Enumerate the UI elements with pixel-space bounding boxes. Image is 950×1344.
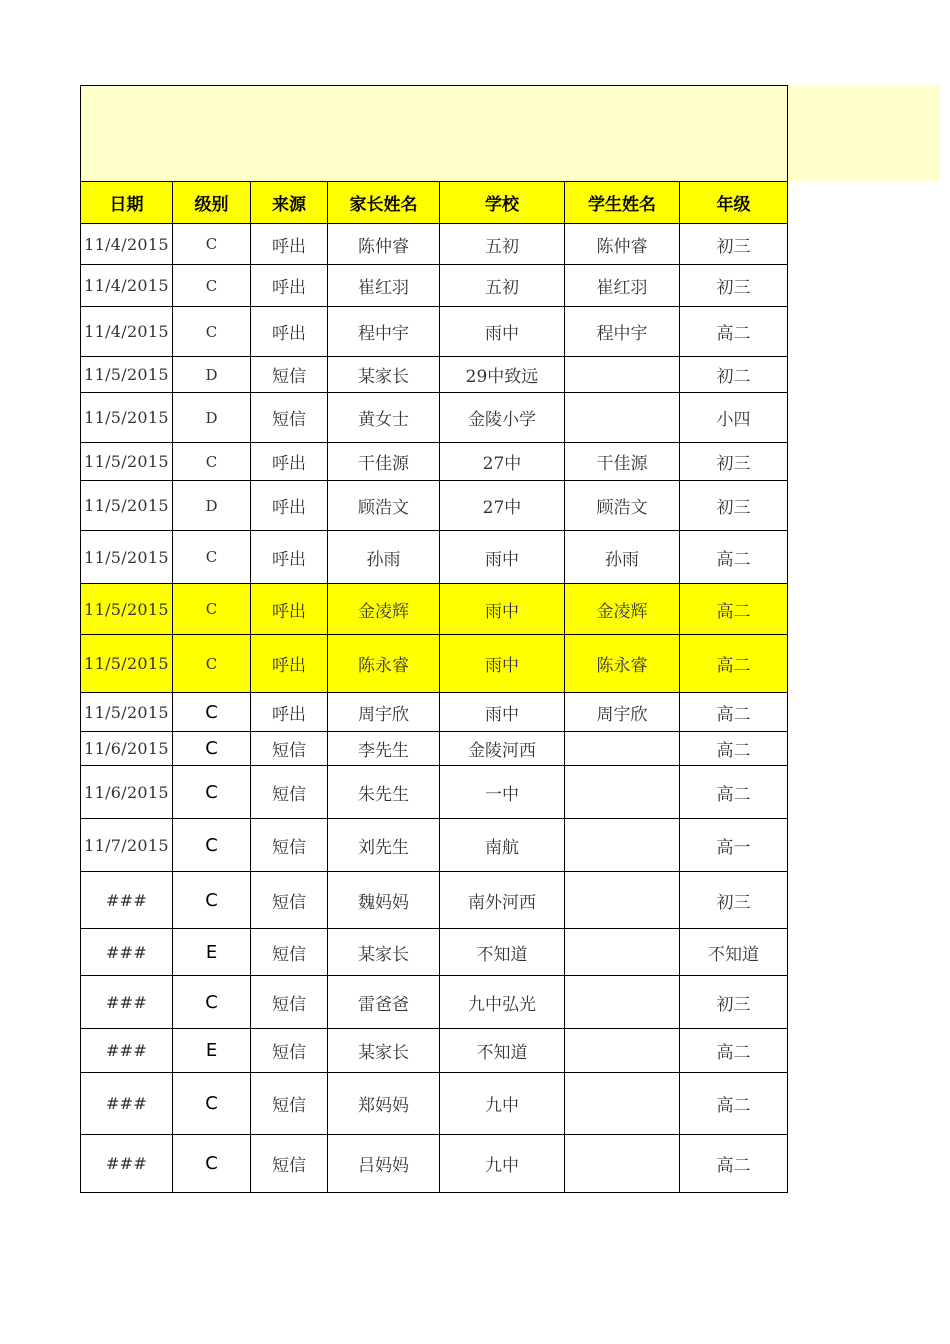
level-cell[interactable]: C — [173, 693, 251, 732]
level-cell[interactable]: C — [173, 443, 251, 481]
table-row — [81, 224, 788, 265]
parent-name-cell[interactable]: 崔红羽 — [328, 265, 440, 307]
school-cell[interactable]: 南航 — [440, 819, 565, 872]
source-cell[interactable]: 短信 — [251, 393, 328, 443]
table-row — [81, 1073, 788, 1135]
source-cell[interactable]: 呼出 — [251, 584, 328, 635]
level-cell[interactable]: C — [173, 584, 251, 635]
student-name-cell[interactable] — [565, 393, 680, 443]
student-name-cell[interactable] — [565, 357, 680, 393]
level-cell[interactable]: C — [173, 1073, 251, 1135]
parent-name-cell[interactable]: 孙雨 — [328, 531, 440, 584]
student-name-cell[interactable]: 顾浩文 — [565, 481, 680, 531]
date-cell[interactable]: 11/5/2015 — [81, 693, 173, 732]
grade-cell[interactable]: 初三 — [680, 481, 788, 531]
source-cell[interactable]: 呼出 — [251, 443, 328, 481]
table-row — [81, 584, 788, 635]
table-row — [81, 393, 788, 443]
parent-name-cell[interactable]: 陈永睿 — [328, 635, 440, 693]
parent-name-cell[interactable]: 某家长 — [328, 1029, 440, 1073]
level-cell[interactable]: E — [173, 929, 251, 976]
table-row — [81, 819, 788, 872]
school-cell[interactable]: 南外河西 — [440, 872, 565, 929]
level-cell[interactable]: C — [173, 976, 251, 1029]
date-cell[interactable]: 11/5/2015 — [81, 481, 173, 531]
table-row — [81, 481, 788, 531]
level-cell[interactable]: C — [173, 307, 251, 357]
level-cell[interactable]: C — [173, 265, 251, 307]
parent-name-cell[interactable]: 干佳源 — [328, 443, 440, 481]
source-cell[interactable]: 呼出 — [251, 265, 328, 307]
source-cell[interactable]: 呼出 — [251, 224, 328, 265]
date-cell[interactable]: ### — [81, 872, 173, 929]
leads-table — [80, 85, 788, 1193]
level-cell[interactable]: D — [173, 481, 251, 531]
school-cell[interactable]: 金陵小学 — [440, 393, 565, 443]
student-name-cell[interactable]: 崔红羽 — [565, 265, 680, 307]
level-cell[interactable]: C — [173, 635, 251, 693]
header-grade[interactable]: 年级 — [680, 182, 788, 224]
date-cell[interactable]: ### — [81, 1135, 173, 1193]
student-name-cell[interactable]: 周宇欣 — [565, 693, 680, 732]
header-row — [81, 182, 788, 224]
table-row — [81, 635, 788, 693]
student-name-cell[interactable]: 陈仲睿 — [565, 224, 680, 265]
level-cell[interactable]: D — [173, 357, 251, 393]
parent-name-cell[interactable]: 顾浩文 — [328, 481, 440, 531]
student-name-cell[interactable] — [565, 1073, 680, 1135]
grade-cell[interactable]: 高二 — [680, 1029, 788, 1073]
table-row — [81, 732, 788, 766]
level-cell[interactable]: C — [173, 1135, 251, 1193]
school-cell[interactable]: 一中 — [440, 766, 565, 819]
date-cell[interactable]: 11/4/2015 — [81, 307, 173, 357]
school-cell[interactable]: 雨中 — [440, 693, 565, 732]
level-cell[interactable]: C — [173, 766, 251, 819]
student-name-cell[interactable] — [565, 1135, 680, 1193]
grade-cell[interactable]: 高二 — [680, 1135, 788, 1193]
grade-cell[interactable]: 高一 — [680, 819, 788, 872]
date-cell[interactable]: 11/4/2015 — [81, 265, 173, 307]
school-cell[interactable]: 不知道 — [440, 1029, 565, 1073]
parent-name-cell[interactable]: 程中宇 — [328, 307, 440, 357]
source-cell[interactable]: 短信 — [251, 732, 328, 766]
header-source[interactable]: 来源 — [251, 182, 328, 224]
source-cell[interactable]: 短信 — [251, 766, 328, 819]
school-cell[interactable]: 27中 — [440, 443, 565, 481]
school-cell[interactable]: 29中致远 — [440, 357, 565, 393]
school-cell[interactable]: 雨中 — [440, 584, 565, 635]
parent-name-cell[interactable]: 吕妈妈 — [328, 1135, 440, 1193]
table-row — [81, 766, 788, 819]
level-cell[interactable]: C — [173, 819, 251, 872]
source-cell[interactable]: 呼出 — [251, 481, 328, 531]
school-cell[interactable]: 金陵河西 — [440, 732, 565, 766]
date-cell[interactable]: ### — [81, 1073, 173, 1135]
grade-cell[interactable]: 高二 — [680, 766, 788, 819]
date-cell[interactable]: 11/5/2015 — [81, 357, 173, 393]
title-row — [81, 86, 788, 182]
grade-cell[interactable]: 高二 — [680, 732, 788, 766]
school-cell[interactable]: 九中 — [440, 1073, 565, 1135]
grade-cell[interactable]: 高二 — [680, 635, 788, 693]
date-cell[interactable]: 11/5/2015 — [81, 584, 173, 635]
grade-cell[interactable]: 高二 — [680, 1073, 788, 1135]
header-student-name[interactable]: 学生姓名 — [565, 182, 680, 224]
school-cell[interactable]: 雨中 — [440, 531, 565, 584]
source-cell[interactable]: 短信 — [251, 1073, 328, 1135]
level-cell[interactable]: C — [173, 872, 251, 929]
grade-cell[interactable]: 初三 — [680, 265, 788, 307]
student-name-cell[interactable] — [565, 976, 680, 1029]
header-parent-name[interactable]: 家长姓名 — [328, 182, 440, 224]
student-name-cell[interactable]: 金凌辉 — [565, 584, 680, 635]
level-cell[interactable]: E — [173, 1029, 251, 1073]
table-row — [81, 265, 788, 307]
school-cell[interactable]: 五初 — [440, 265, 565, 307]
header-date[interactable]: 日期 — [81, 182, 173, 224]
grade-cell[interactable]: 初二 — [680, 357, 788, 393]
parent-name-cell[interactable]: 郑妈妈 — [328, 1073, 440, 1135]
date-cell[interactable]: 11/7/2015 — [81, 819, 173, 872]
date-cell[interactable]: 11/6/2015 — [81, 766, 173, 819]
date-cell[interactable]: 11/6/2015 — [81, 732, 173, 766]
date-cell[interactable]: 11/4/2015 — [81, 224, 173, 265]
parent-name-cell[interactable]: 某家长 — [328, 357, 440, 393]
source-cell[interactable]: 短信 — [251, 1135, 328, 1193]
grade-cell[interactable]: 初三 — [680, 872, 788, 929]
student-name-cell[interactable] — [565, 929, 680, 976]
source-cell[interactable]: 短信 — [251, 872, 328, 929]
student-name-cell[interactable]: 孙雨 — [565, 531, 680, 584]
table-row — [81, 872, 788, 929]
source-cell[interactable]: 短信 — [251, 929, 328, 976]
grade-cell[interactable]: 高二 — [680, 693, 788, 732]
date-cell[interactable]: ### — [81, 1029, 173, 1073]
date-cell[interactable]: ### — [81, 929, 173, 976]
date-cell[interactable]: 11/5/2015 — [81, 531, 173, 584]
grade-cell[interactable]: 初三 — [680, 976, 788, 1029]
grade-cell[interactable]: 不知道 — [680, 929, 788, 976]
parent-name-cell[interactable]: 朱先生 — [328, 766, 440, 819]
student-name-cell[interactable] — [565, 732, 680, 766]
student-name-cell[interactable] — [565, 872, 680, 929]
school-cell[interactable]: 九中 — [440, 1135, 565, 1193]
date-cell[interactable]: 11/5/2015 — [81, 393, 173, 443]
student-name-cell[interactable] — [565, 766, 680, 819]
grade-cell[interactable]: 初三 — [680, 443, 788, 481]
level-cell[interactable]: D — [173, 393, 251, 443]
parent-name-cell[interactable]: 金凌辉 — [328, 584, 440, 635]
source-cell[interactable]: 短信 — [251, 1029, 328, 1073]
parent-name-cell[interactable]: 刘先生 — [328, 819, 440, 872]
level-cell[interactable]: C — [173, 224, 251, 265]
source-cell[interactable]: 短信 — [251, 976, 328, 1029]
student-name-cell[interactable]: 陈永睿 — [565, 635, 680, 693]
parent-name-cell[interactable]: 雷爸爸 — [328, 976, 440, 1029]
title-fill-overflow — [787, 85, 940, 181]
parent-name-cell[interactable]: 李先生 — [328, 732, 440, 766]
parent-name-cell[interactable]: 某家长 — [328, 929, 440, 976]
student-name-cell[interactable]: 干佳源 — [565, 443, 680, 481]
source-cell[interactable]: 呼出 — [251, 531, 328, 584]
source-cell[interactable]: 短信 — [251, 357, 328, 393]
table-row — [81, 357, 788, 393]
header-level[interactable]: 级别 — [173, 182, 251, 224]
school-cell[interactable]: 不知道 — [440, 929, 565, 976]
student-name-cell[interactable]: 程中宇 — [565, 307, 680, 357]
source-cell[interactable]: 短信 — [251, 819, 328, 872]
parent-name-cell[interactable]: 周宇欣 — [328, 693, 440, 732]
table-row — [81, 443, 788, 481]
source-cell[interactable]: 呼出 — [251, 693, 328, 732]
table-row — [81, 693, 788, 732]
grade-cell[interactable]: 高二 — [680, 307, 788, 357]
parent-name-cell[interactable]: 黄女士 — [328, 393, 440, 443]
parent-name-cell[interactable]: 陈仲睿 — [328, 224, 440, 265]
school-cell[interactable]: 五初 — [440, 224, 565, 265]
header-school[interactable]: 学校 — [440, 182, 565, 224]
student-name-cell[interactable] — [565, 1029, 680, 1073]
school-cell[interactable]: 27中 — [440, 481, 565, 531]
level-cell[interactable]: C — [173, 732, 251, 766]
table-row — [81, 307, 788, 357]
school-cell[interactable]: 九中弘光 — [440, 976, 565, 1029]
school-cell[interactable]: 雨中 — [440, 307, 565, 357]
parent-name-cell[interactable]: 魏妈妈 — [328, 872, 440, 929]
table-row — [81, 929, 788, 976]
table-row — [81, 531, 788, 584]
date-cell[interactable]: 11/5/2015 — [81, 443, 173, 481]
school-cell[interactable]: 雨中 — [440, 635, 565, 693]
date-cell[interactable]: 11/5/2015 — [81, 635, 173, 693]
table-row — [81, 976, 788, 1029]
date-cell[interactable]: ### — [81, 976, 173, 1029]
grade-cell[interactable]: 高二 — [680, 531, 788, 584]
source-cell[interactable]: 呼出 — [251, 635, 328, 693]
title-cell[interactable] — [81, 86, 788, 182]
grade-cell[interactable]: 初三 — [680, 224, 788, 265]
table-row — [81, 1135, 788, 1193]
level-cell[interactable]: C — [173, 531, 251, 584]
grade-cell[interactable]: 小四 — [680, 393, 788, 443]
student-name-cell[interactable] — [565, 819, 680, 872]
table-row — [81, 1029, 788, 1073]
grade-cell[interactable]: 高二 — [680, 584, 788, 635]
source-cell[interactable]: 呼出 — [251, 307, 328, 357]
